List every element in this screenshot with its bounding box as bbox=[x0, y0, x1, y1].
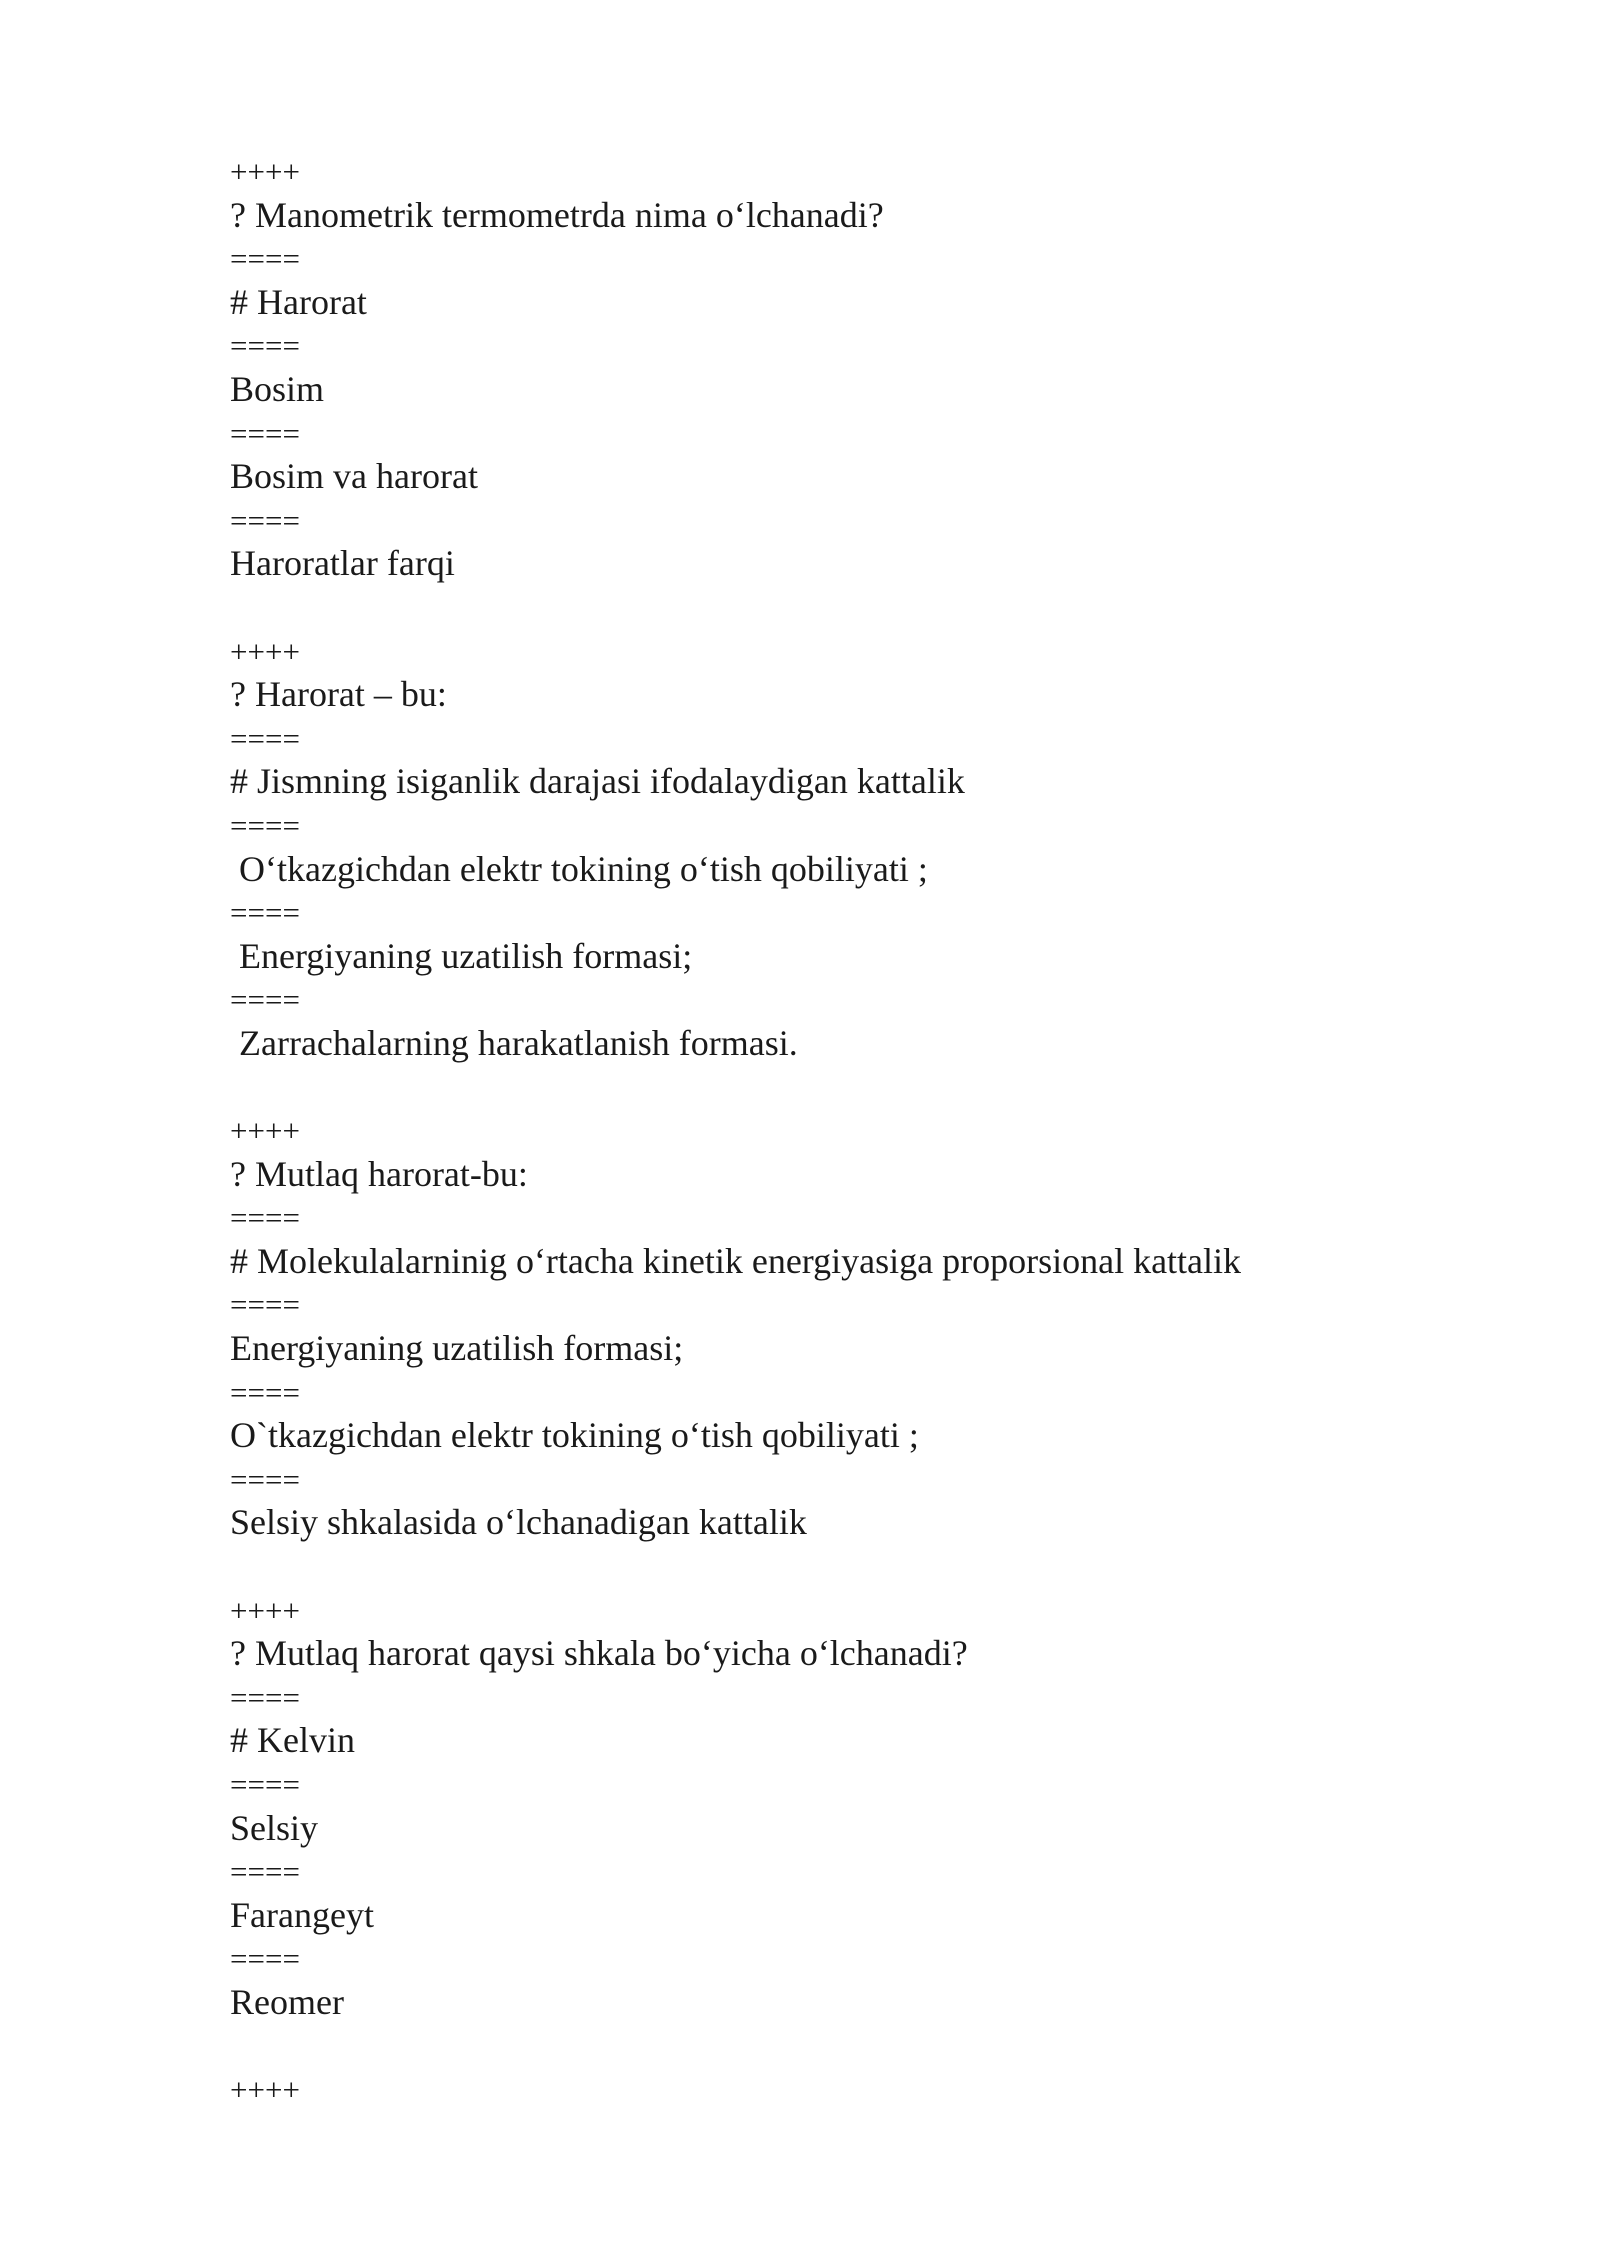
question-text: ? Mutlaq harorat qaysi shkala bo‘yicha o‘lchanadi? bbox=[230, 1633, 968, 1674]
option-separator: ==== bbox=[230, 720, 300, 756]
option: O‘tkazgichdan elektr tokining o‘tish qobiliyati ; bbox=[230, 848, 928, 889]
question-start-marker: ++++ bbox=[230, 154, 300, 189]
question-start-marker: ++++ bbox=[230, 1592, 300, 1628]
option-separator: ==== bbox=[230, 1854, 300, 1890]
option-separator: ==== bbox=[230, 415, 300, 451]
option: Bosim bbox=[230, 368, 325, 409]
option: Selsiy bbox=[230, 1807, 319, 1848]
option-separator: ==== bbox=[230, 1941, 300, 1977]
option-separator: ==== bbox=[230, 982, 300, 1018]
option: Energiyaning uzatilish formasi; bbox=[230, 1328, 684, 1369]
option: Selsiy shkalasida o‘lchanadigan kattalik bbox=[230, 1502, 807, 1543]
document-page bbox=[230, 150, 1430, 2112]
option: Bosim va harorat bbox=[230, 456, 478, 497]
question-start-marker: ++++ bbox=[230, 1113, 300, 1149]
question-text: ? Harorat – bu: bbox=[230, 674, 447, 715]
option-separator: ==== bbox=[230, 807, 300, 843]
block-gap bbox=[230, 1065, 1430, 1109]
option: Haroratlar farqi bbox=[230, 543, 455, 584]
option-separator: ==== bbox=[230, 1287, 300, 1323]
trailing-start-marker: ++++ bbox=[230, 2072, 300, 2108]
question-block-1 bbox=[230, 150, 1430, 586]
option: Farangeyt bbox=[230, 1894, 374, 1935]
question-text: ? Mutlaq harorat-bu: bbox=[230, 1153, 528, 1194]
option: O`tkazgichdan elektr tokining o‘tish qobiliyati ; bbox=[230, 1415, 919, 1456]
option-correct: # Jismning isiganlik darajasi ifodalaydigan kattalik bbox=[230, 761, 965, 802]
option-separator: ==== bbox=[230, 1679, 300, 1715]
question-text: ? Manometrik termometrda nima o‘lchanadi? bbox=[230, 194, 884, 235]
option-separator: ==== bbox=[230, 895, 300, 931]
block-gap bbox=[230, 1545, 1430, 1589]
question-start-marker: ++++ bbox=[230, 633, 300, 669]
option-correct: # Harorat bbox=[230, 281, 367, 322]
option-separator: ==== bbox=[230, 241, 300, 277]
option-separator: ==== bbox=[230, 1200, 300, 1236]
option-correct: # Kelvin bbox=[230, 1720, 355, 1761]
block-gap bbox=[230, 586, 1430, 630]
option-separator: ==== bbox=[230, 1461, 300, 1497]
option: Reomer bbox=[230, 1981, 344, 2022]
option-correct: # Molekulalarninig o‘rtacha kinetik energiyasiga proporsional kattalik bbox=[230, 1240, 1242, 1281]
question-block-3 bbox=[230, 1109, 1430, 1545]
question-block-2 bbox=[230, 630, 1430, 1066]
option-separator: ==== bbox=[230, 1374, 300, 1410]
option-separator: ==== bbox=[230, 1766, 300, 1802]
block-gap bbox=[230, 2025, 1430, 2069]
option: Zarrachalarning harakatlanish formasi. bbox=[230, 1022, 798, 1063]
question-block-4 bbox=[230, 1589, 1430, 2025]
option-separator: ==== bbox=[230, 328, 300, 364]
option: Energiyaning uzatilish formasi; bbox=[230, 935, 693, 976]
option-separator: ==== bbox=[230, 502, 300, 538]
